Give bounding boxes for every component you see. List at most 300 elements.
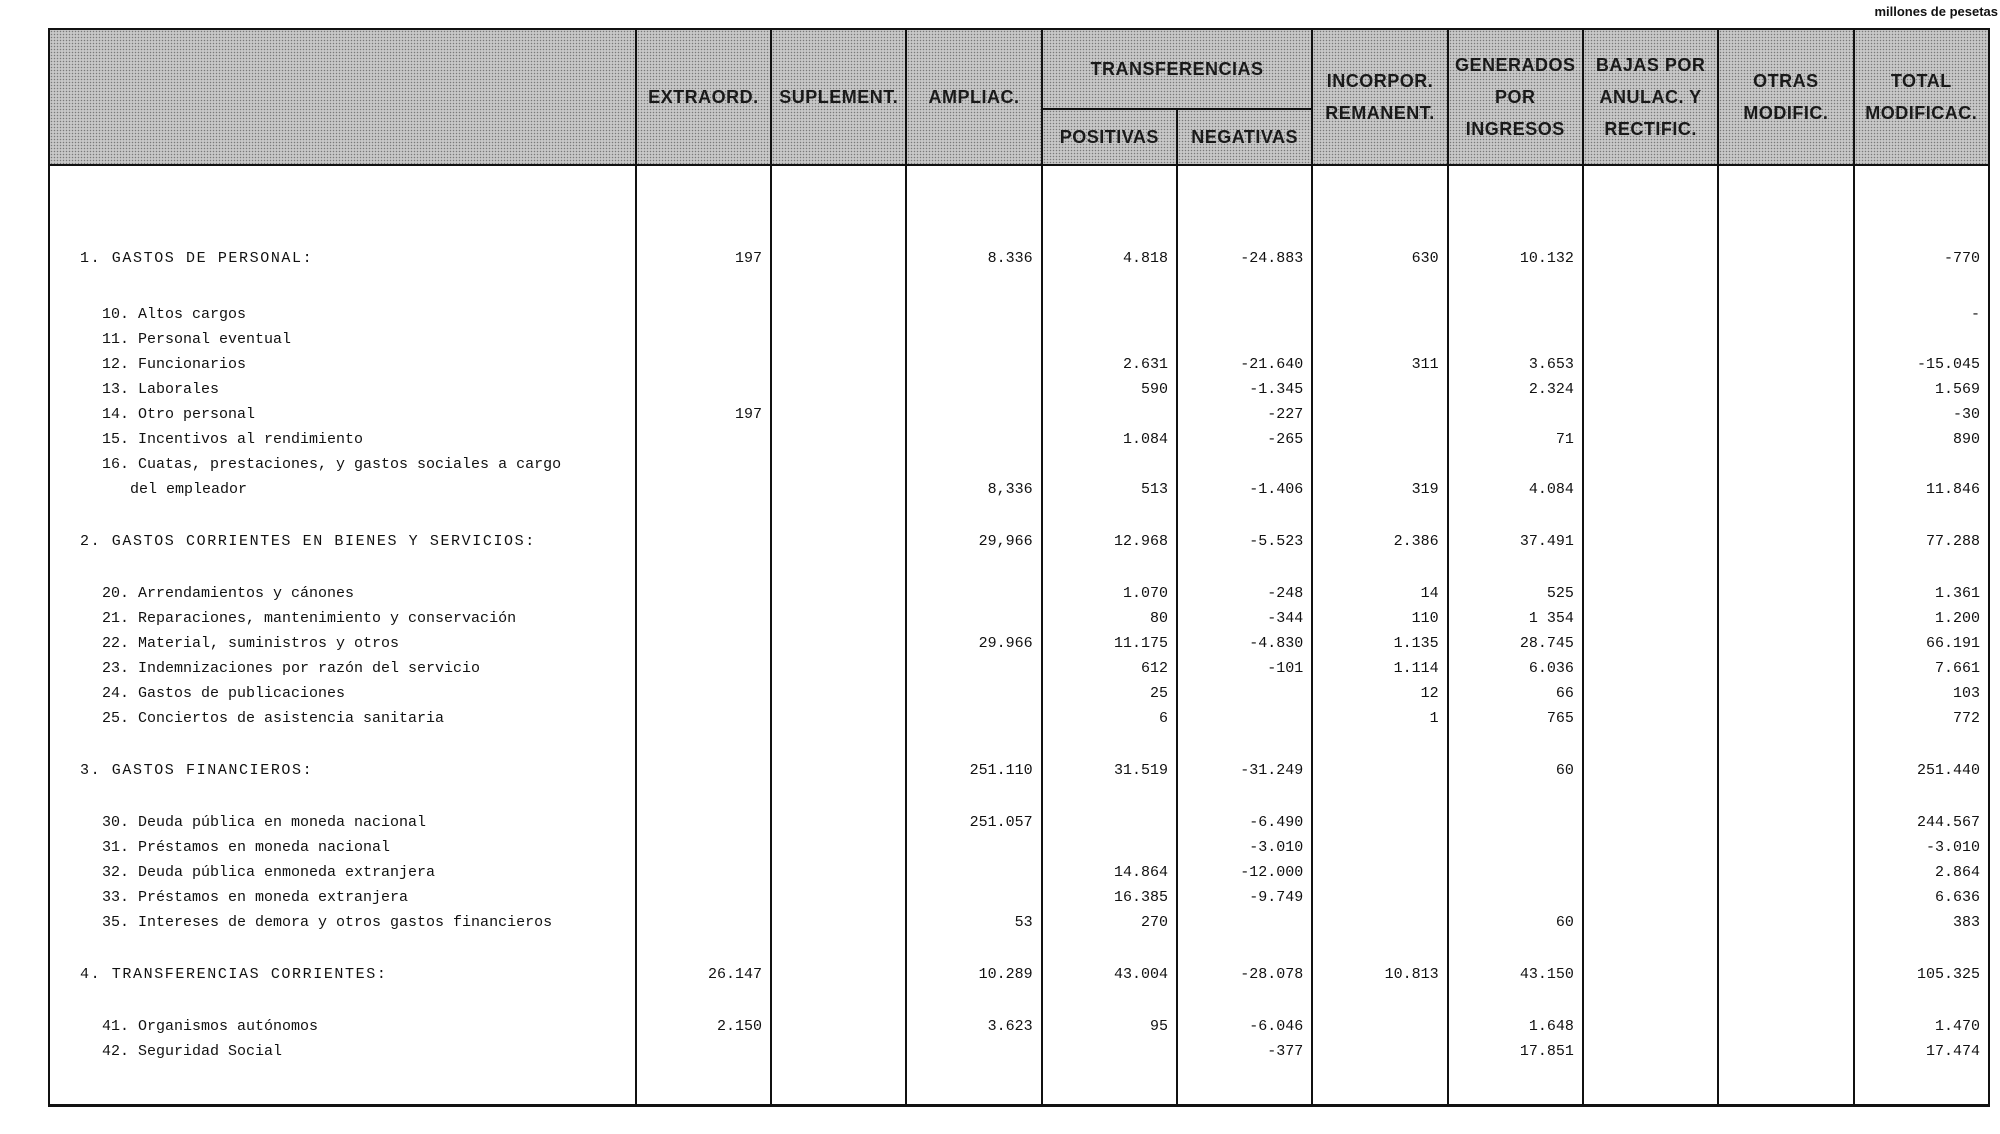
cell-negativas — [1177, 681, 1312, 706]
cell-total: 244.567 — [1854, 810, 1989, 835]
header-ampliac: AMPLIAC. — [906, 29, 1041, 165]
cell-total: 1.200 — [1854, 606, 1989, 631]
spacer-cell — [771, 275, 906, 302]
cell-bajas — [1583, 452, 1718, 477]
spacer-row — [49, 275, 1989, 302]
spacer-cell — [1854, 731, 1989, 758]
cell-negativas: -377 — [1177, 1039, 1312, 1064]
cell-otras — [1718, 581, 1853, 606]
cell-bajas — [1583, 810, 1718, 835]
header-incorpor-line1: INCORPOR. — [1326, 71, 1434, 91]
cell-otras — [1718, 1014, 1853, 1039]
cell-suplement — [771, 758, 906, 783]
spacer-cell — [1312, 987, 1447, 1014]
cell-generados: 43.150 — [1448, 962, 1583, 987]
header-bajas-line3: RECTIFIC. — [1604, 119, 1697, 139]
cell-suplement — [771, 681, 906, 706]
spacer-cell — [1312, 554, 1447, 581]
cell-extraord — [636, 758, 771, 783]
cell-total: - — [1854, 302, 1989, 327]
row-label: 13. Laborales — [49, 377, 636, 402]
header-generados-line2: POR — [1495, 87, 1536, 107]
cell-extraord — [636, 327, 771, 352]
row-label: del empleador — [49, 477, 636, 502]
cell-otras — [1718, 656, 1853, 681]
cell-bajas — [1583, 352, 1718, 377]
cell-extraord — [636, 427, 771, 452]
cell-generados: 2.324 — [1448, 377, 1583, 402]
cell-negativas: -3.010 — [1177, 835, 1312, 860]
cell-incorpor: 1.114 — [1312, 656, 1447, 681]
spacer-cell — [1042, 987, 1177, 1014]
spacer-cell — [771, 554, 906, 581]
cell-positivas: 612 — [1042, 656, 1177, 681]
cell-bajas — [1583, 631, 1718, 656]
cell-suplement — [771, 427, 906, 452]
header-positivas: POSITIVAS — [1042, 109, 1177, 165]
spacer-cell — [1448, 275, 1583, 302]
cell-incorpor: 311 — [1312, 352, 1447, 377]
row-label: 23. Indemnizaciones por razón del servicio — [49, 656, 636, 681]
cell-incorpor — [1312, 377, 1447, 402]
cell-suplement — [771, 962, 906, 987]
spacer-cell — [1854, 935, 1989, 962]
cell-incorpor: 1.135 — [1312, 631, 1447, 656]
cell-bajas — [1583, 606, 1718, 631]
cell-positivas: 12.968 — [1042, 529, 1177, 554]
cell-generados — [1448, 327, 1583, 352]
cell-otras — [1718, 810, 1853, 835]
cell-bajas — [1583, 656, 1718, 681]
spacer-cell — [1042, 554, 1177, 581]
spacer-row — [49, 731, 1989, 758]
cell-extraord — [636, 452, 771, 477]
cell-generados: 765 — [1448, 706, 1583, 731]
table-row — [49, 656, 1989, 681]
cell-ampliac — [906, 377, 1041, 402]
table-body — [49, 165, 1989, 1106]
cell-generados — [1448, 860, 1583, 885]
spacer-cell — [636, 554, 771, 581]
cell-otras — [1718, 631, 1853, 656]
cell-suplement — [771, 581, 906, 606]
table-row — [49, 377, 1989, 402]
cell-positivas: 270 — [1042, 910, 1177, 935]
cell-ampliac — [906, 452, 1041, 477]
cell-negativas: -9.749 — [1177, 885, 1312, 910]
table-row — [49, 452, 1989, 477]
cell-generados: 4.084 — [1448, 477, 1583, 502]
spacer-cell — [49, 783, 636, 810]
spacer-cell — [1177, 731, 1312, 758]
table-row — [49, 302, 1989, 327]
cell-total: 7.661 — [1854, 656, 1989, 681]
cell-suplement — [771, 631, 906, 656]
cell-total: 17.474 — [1854, 1039, 1989, 1064]
row-label: 10. Altos cargos — [49, 302, 636, 327]
spacer-cell — [1448, 987, 1583, 1014]
cell-otras — [1718, 452, 1853, 477]
cell-positivas: 16.385 — [1042, 885, 1177, 910]
cell-negativas — [1177, 706, 1312, 731]
cell-otras — [1718, 1039, 1853, 1064]
spacer-cell — [1448, 1064, 1583, 1106]
spacer-cell — [1583, 275, 1718, 302]
table-row — [49, 860, 1989, 885]
cell-total: -30 — [1854, 402, 1989, 427]
spacer-cell — [1854, 165, 1989, 242]
spacer-cell — [1042, 731, 1177, 758]
cell-negativas: -21.640 — [1177, 352, 1312, 377]
table-row — [49, 352, 1989, 377]
cell-bajas — [1583, 1014, 1718, 1039]
cell-total: -770 — [1854, 242, 1989, 275]
spacer-cell — [771, 783, 906, 810]
cell-ampliac: 3.623 — [906, 1014, 1041, 1039]
cell-suplement — [771, 860, 906, 885]
table-row — [49, 681, 1989, 706]
spacer-cell — [1718, 502, 1853, 529]
cell-negativas: -227 — [1177, 402, 1312, 427]
cell-bajas — [1583, 581, 1718, 606]
header-transferencias: TRANSFERENCIAS — [1042, 29, 1313, 109]
spacer-cell — [906, 554, 1041, 581]
row-label: 2. GASTOS CORRIENTES EN BIENES Y SERVICIOS: — [49, 529, 636, 554]
cell-total: 105.325 — [1854, 962, 1989, 987]
spacer-cell — [771, 165, 906, 242]
cell-otras — [1718, 758, 1853, 783]
cell-negativas: -344 — [1177, 606, 1312, 631]
spacer-row — [49, 1064, 1989, 1106]
spacer-cell — [1718, 1064, 1853, 1106]
cell-otras — [1718, 885, 1853, 910]
table-row — [49, 631, 1989, 656]
spacer-cell — [1583, 987, 1718, 1014]
spacer-cell — [49, 935, 636, 962]
cell-extraord — [636, 656, 771, 681]
cell-ampliac — [906, 706, 1041, 731]
spacer-cell — [1312, 502, 1447, 529]
cell-otras — [1718, 681, 1853, 706]
header-extraord: EXTRAORD. — [636, 29, 771, 165]
cell-extraord: 197 — [636, 402, 771, 427]
cell-total: 2.864 — [1854, 860, 1989, 885]
cell-suplement — [771, 452, 906, 477]
cell-ampliac: 8,336 — [906, 477, 1041, 502]
cell-incorpor — [1312, 327, 1447, 352]
cell-bajas — [1583, 885, 1718, 910]
cell-extraord — [636, 477, 771, 502]
cell-negativas: -101 — [1177, 656, 1312, 681]
cell-negativas: -24.883 — [1177, 242, 1312, 275]
spacer-cell — [1854, 987, 1989, 1014]
spacer-cell — [1854, 1064, 1989, 1106]
cell-negativas: -5.523 — [1177, 529, 1312, 554]
cell-suplement — [771, 606, 906, 631]
spacer-cell — [906, 783, 1041, 810]
header-concept — [49, 29, 636, 165]
row-label: 24. Gastos de publicaciones — [49, 681, 636, 706]
cell-incorpor — [1312, 885, 1447, 910]
row-label: 4. TRANSFERENCIAS CORRIENTES: — [49, 962, 636, 987]
cell-negativas: -28.078 — [1177, 962, 1312, 987]
spacer-cell — [636, 935, 771, 962]
cell-bajas — [1583, 302, 1718, 327]
cell-bajas — [1583, 477, 1718, 502]
cell-suplement — [771, 377, 906, 402]
row-label: 30. Deuda pública en moneda nacional — [49, 810, 636, 835]
header-otras-line1: OTRAS — [1753, 71, 1819, 91]
cell-extraord: 26.147 — [636, 962, 771, 987]
cell-extraord — [636, 860, 771, 885]
cell-positivas: 80 — [1042, 606, 1177, 631]
cell-ampliac — [906, 581, 1041, 606]
cell-ampliac — [906, 656, 1041, 681]
cell-generados: 3.653 — [1448, 352, 1583, 377]
row-label: 42. Seguridad Social — [49, 1039, 636, 1064]
cell-suplement — [771, 402, 906, 427]
cell-bajas — [1583, 377, 1718, 402]
table-header — [49, 29, 1989, 165]
cell-total: 6.636 — [1854, 885, 1989, 910]
spacer-cell — [1312, 935, 1447, 962]
cell-bajas — [1583, 1039, 1718, 1064]
table-row — [49, 477, 1989, 502]
cell-suplement — [771, 656, 906, 681]
cell-negativas: -1.406 — [1177, 477, 1312, 502]
spacer-row — [49, 935, 1989, 962]
cell-positivas: 95 — [1042, 1014, 1177, 1039]
cell-positivas — [1042, 810, 1177, 835]
cell-extraord — [636, 529, 771, 554]
spacer-cell — [1718, 731, 1853, 758]
spacer-row — [49, 165, 1989, 242]
spacer-cell — [906, 935, 1041, 962]
cell-generados: 37.491 — [1448, 529, 1583, 554]
cell-total: 103 — [1854, 681, 1989, 706]
row-label: 3. GASTOS FINANCIEROS: — [49, 758, 636, 783]
cell-negativas: -4.830 — [1177, 631, 1312, 656]
table-row — [49, 706, 1989, 731]
header-otras — [1718, 29, 1853, 165]
cell-extraord — [636, 581, 771, 606]
row-label: 12. Funcionarios — [49, 352, 636, 377]
cell-incorpor — [1312, 810, 1447, 835]
spacer-cell — [1177, 165, 1312, 242]
cell-generados: 17.851 — [1448, 1039, 1583, 1064]
cell-positivas — [1042, 835, 1177, 860]
cell-positivas: 1.084 — [1042, 427, 1177, 452]
cell-generados: 28.745 — [1448, 631, 1583, 656]
spacer-cell — [49, 731, 636, 758]
spacer-cell — [1042, 502, 1177, 529]
section-row — [49, 529, 1989, 554]
cell-ampliac — [906, 1039, 1041, 1064]
spacer-cell — [1583, 935, 1718, 962]
spacer-cell — [1583, 731, 1718, 758]
cell-generados: 525 — [1448, 581, 1583, 606]
cell-suplement — [771, 835, 906, 860]
cell-ampliac: 251.057 — [906, 810, 1041, 835]
cell-incorpor — [1312, 1014, 1447, 1039]
header-generados-line3: INGRESOS — [1465, 119, 1565, 139]
cell-ampliac — [906, 402, 1041, 427]
table-row — [49, 835, 1989, 860]
spacer-cell — [1854, 554, 1989, 581]
cell-otras — [1718, 835, 1853, 860]
cell-incorpor: 12 — [1312, 681, 1447, 706]
spacer-cell — [771, 502, 906, 529]
cell-positivas: 6 — [1042, 706, 1177, 731]
cell-otras — [1718, 427, 1853, 452]
cell-suplement — [771, 810, 906, 835]
spacer-cell — [1718, 554, 1853, 581]
cell-total: 66.191 — [1854, 631, 1989, 656]
spacer-cell — [906, 731, 1041, 758]
cell-bajas — [1583, 962, 1718, 987]
cell-positivas — [1042, 452, 1177, 477]
cell-ampliac — [906, 427, 1041, 452]
spacer-cell — [49, 1064, 636, 1106]
spacer-cell — [771, 987, 906, 1014]
spacer-cell — [906, 987, 1041, 1014]
spacer-cell — [906, 502, 1041, 529]
cell-generados: 60 — [1448, 758, 1583, 783]
header-total — [1854, 29, 1989, 165]
cell-positivas — [1042, 1039, 1177, 1064]
row-label: 25. Conciertos de asistencia sanitaria — [49, 706, 636, 731]
cell-incorpor: 1 — [1312, 706, 1447, 731]
cell-total — [1854, 452, 1989, 477]
cell-otras — [1718, 352, 1853, 377]
cell-positivas: 513 — [1042, 477, 1177, 502]
modifications-table-container — [48, 28, 1990, 1128]
spacer-row — [49, 987, 1989, 1014]
cell-suplement — [771, 910, 906, 935]
cell-generados: 1.648 — [1448, 1014, 1583, 1039]
cell-total: 1.470 — [1854, 1014, 1989, 1039]
cell-negativas: -265 — [1177, 427, 1312, 452]
table-row — [49, 327, 1989, 352]
spacer-cell — [1448, 502, 1583, 529]
cell-extraord — [636, 1039, 771, 1064]
table-row — [49, 606, 1989, 631]
cell-incorpor — [1312, 402, 1447, 427]
spacer-cell — [1718, 935, 1853, 962]
cell-generados — [1448, 810, 1583, 835]
spacer-cell — [1854, 783, 1989, 810]
cell-total: 383 — [1854, 910, 1989, 935]
cell-otras — [1718, 962, 1853, 987]
spacer-cell — [1312, 275, 1447, 302]
cell-generados: 66 — [1448, 681, 1583, 706]
cell-generados — [1448, 302, 1583, 327]
spacer-cell — [1448, 554, 1583, 581]
spacer-cell — [1718, 783, 1853, 810]
cell-suplement — [771, 1039, 906, 1064]
cell-negativas — [1177, 327, 1312, 352]
cell-otras — [1718, 302, 1853, 327]
cell-ampliac — [906, 606, 1041, 631]
cell-otras — [1718, 377, 1853, 402]
spacer-cell — [1583, 783, 1718, 810]
cell-generados — [1448, 452, 1583, 477]
row-label: 21. Reparaciones, mantenimiento y conservación — [49, 606, 636, 631]
spacer-cell — [1448, 731, 1583, 758]
spacer-cell — [906, 275, 1041, 302]
section-row — [49, 758, 1989, 783]
spacer-cell — [906, 1064, 1041, 1106]
cell-positivas: 11.175 — [1042, 631, 1177, 656]
cell-extraord — [636, 910, 771, 935]
cell-otras — [1718, 910, 1853, 935]
spacer-cell — [636, 275, 771, 302]
spacer-cell — [636, 1064, 771, 1106]
cell-positivas: 43.004 — [1042, 962, 1177, 987]
table-row — [49, 1014, 1989, 1039]
header-suplement: SUPLEMENT. — [771, 29, 906, 165]
cell-suplement — [771, 242, 906, 275]
cell-incorpor — [1312, 910, 1447, 935]
cell-incorpor — [1312, 1039, 1447, 1064]
cell-negativas: -6.046 — [1177, 1014, 1312, 1039]
cell-suplement — [771, 529, 906, 554]
cell-otras — [1718, 529, 1853, 554]
cell-ampliac — [906, 860, 1041, 885]
spacer-cell — [49, 275, 636, 302]
spacer-cell — [1583, 1064, 1718, 1106]
budget-modifications-table — [48, 28, 1990, 1107]
units-caption: millones de pesetas — [1874, 4, 1998, 19]
cell-generados — [1448, 885, 1583, 910]
spacer-cell — [49, 502, 636, 529]
cell-positivas: 1.070 — [1042, 581, 1177, 606]
cell-otras — [1718, 402, 1853, 427]
table-row — [49, 885, 1989, 910]
cell-negativas — [1177, 452, 1312, 477]
spacer-cell — [1718, 275, 1853, 302]
cell-positivas: 590 — [1042, 377, 1177, 402]
spacer-cell — [636, 502, 771, 529]
cell-positivas: 2.631 — [1042, 352, 1177, 377]
spacer-cell — [1177, 783, 1312, 810]
cell-negativas: -12.000 — [1177, 860, 1312, 885]
spacer-row — [49, 502, 1989, 529]
cell-ampliac — [906, 835, 1041, 860]
cell-otras — [1718, 860, 1853, 885]
row-label: 32. Deuda pública enmoneda extranjera — [49, 860, 636, 885]
spacer-cell — [1448, 165, 1583, 242]
spacer-cell — [636, 987, 771, 1014]
cell-negativas — [1177, 302, 1312, 327]
table-row — [49, 910, 1989, 935]
cell-ampliac: 29.966 — [906, 631, 1041, 656]
spacer-cell — [1583, 502, 1718, 529]
cell-ampliac — [906, 327, 1041, 352]
cell-suplement — [771, 302, 906, 327]
spacer-cell — [636, 783, 771, 810]
spacer-cell — [1177, 275, 1312, 302]
cell-total: 251.440 — [1854, 758, 1989, 783]
cell-ampliac: 8.336 — [906, 242, 1041, 275]
row-label: 16. Cuatas, prestaciones, y gastos sociales a cargo — [49, 452, 636, 477]
spacer-cell — [771, 935, 906, 962]
cell-otras — [1718, 327, 1853, 352]
cell-incorpor: 630 — [1312, 242, 1447, 275]
spacer-cell — [1177, 987, 1312, 1014]
cell-negativas: -31.249 — [1177, 758, 1312, 783]
row-label: 31. Préstamos en moneda nacional — [49, 835, 636, 860]
